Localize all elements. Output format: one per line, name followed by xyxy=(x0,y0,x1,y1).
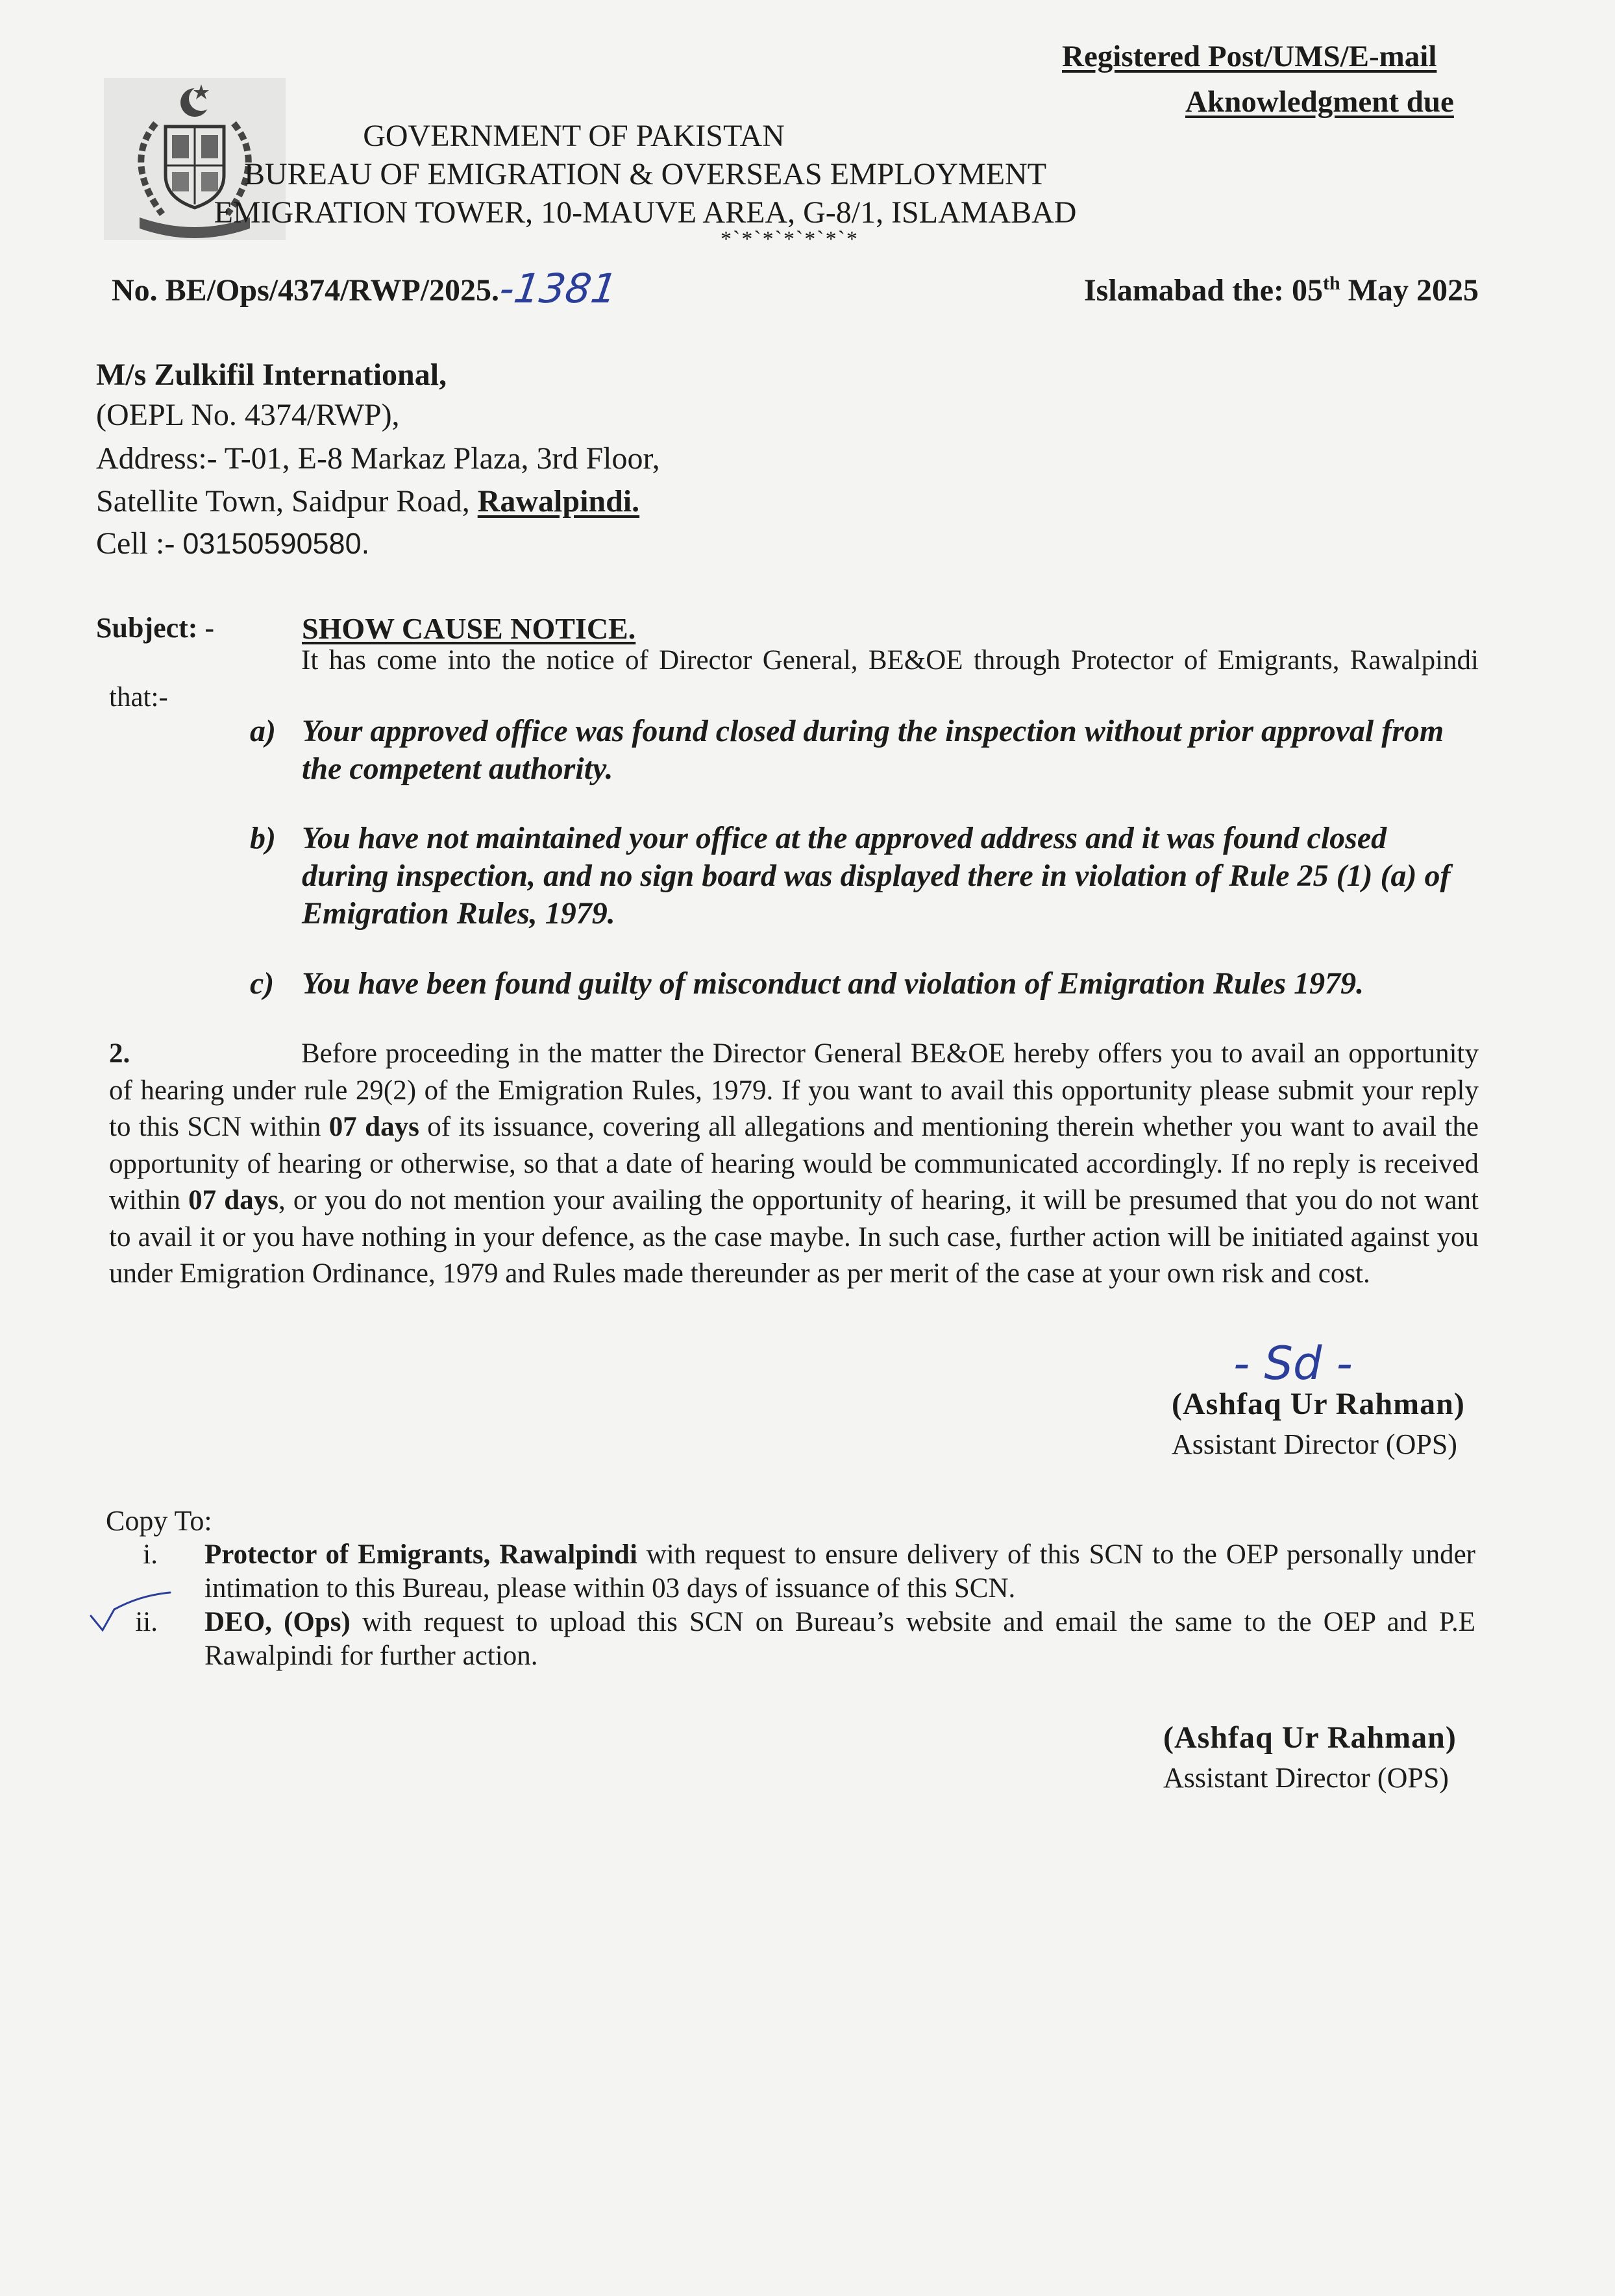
cell-number: 03150590580. xyxy=(182,527,370,560)
allegation-text: You have not maintained your office at the approved address and it was found closed during inspection, and no sign board was displayed there in violation of Rule 25 (1) (a) of Emigration Rules, 1979. xyxy=(302,821,1451,931)
paragraph-number: 2. xyxy=(109,1038,130,1069)
address-line2-text: Satellite Town, Saidpur Road, xyxy=(96,484,478,519)
paragraph-part1: Before proceeding in the matter the Director General BE&OE hereby offers you to avail an opportunity of hearing under rule 29(2) of the Emigration Rules, 1979. If you want to avail this opportunity please submit your reply to this SCN within xyxy=(109,1038,1479,1142)
signatory-designation: Assistant Director (OPS) xyxy=(1163,1762,1449,1794)
paragraph-part3: , or you do not mention your availing the opportunity of hearing, it will be presumed that you do not want to avail it or you have nothing in your defence, as the case maybe. In such case, further action will be initiated against you under Emigration Ordinance, 1979 and Rules made thereunder as per merit of the case at your own risk and cost. xyxy=(109,1185,1479,1289)
place-and-date xyxy=(1084,273,1479,308)
copy-recipient: DEO, (Ops) xyxy=(204,1607,351,1637)
header-divider-stars: *`*`*`*`*`*`* xyxy=(721,227,859,251)
allegation-item xyxy=(250,820,1477,933)
allegation-item xyxy=(250,713,1477,788)
handwritten-signature: - Sd - xyxy=(1233,1337,1353,1390)
addressee-address-line1 xyxy=(96,441,660,476)
address-label: Address:- xyxy=(96,441,217,476)
copy-recipient: Protector of Emigrants, Rawalpindi xyxy=(204,1539,637,1570)
copy-to-item xyxy=(106,1606,1475,1673)
reference-number: No. BE/Ops/4374/RWP/2025. xyxy=(112,273,500,308)
subject-label: Subject: - xyxy=(96,612,215,644)
addressee-name: M/s Zulkifil International, xyxy=(96,358,447,392)
allegation-text: Your approved office was found closed during the inspection without prior approval from the competent authority. xyxy=(302,714,1444,786)
copy-instruction: with request to ensure delivery of this SCN to the OEP personally under intimation to this Bureau, please within 03 days of issuance of this SCN. xyxy=(204,1539,1475,1604)
bureau-title: BUREAU OF EMIGRATION & OVERSEAS EMPLOYMENT xyxy=(243,157,1047,191)
signatory-name: (Ashfaq Ur Rahman) xyxy=(1163,1720,1457,1755)
addressee-address-line2 xyxy=(96,483,639,519)
bureau-address: EMIGRATION TOWER, 10-MAUVE AREA, G-8/1, ISLAMABAD xyxy=(214,195,1077,230)
allegation-label: a) xyxy=(250,714,276,748)
address-city: Rawalpindi. xyxy=(477,484,640,519)
intro-paragraph: It has come into the notice of Director General, BE&OE through Protector of Emigrants, Rawalpindi that:- xyxy=(109,645,1479,713)
addressee-oepl: (OEPL No. 4374/RWP), xyxy=(96,398,400,432)
allegation-label: c) xyxy=(250,966,275,1001)
deadline-days: 07 days xyxy=(188,1185,278,1215)
subject-text: SHOW CAUSE NOTICE. xyxy=(302,612,636,645)
allegation-label: b) xyxy=(250,821,276,855)
allegation-text: You have been found guilty of misconduct and violation of Emigration Rules 1979. xyxy=(302,966,1364,1001)
place-date-rest: May 2025 xyxy=(1340,273,1479,308)
handwritten-tick-icon xyxy=(88,1590,173,1635)
signatory-designation: Assistant Director (OPS) xyxy=(1172,1428,1457,1460)
copy-item-number: ii. xyxy=(135,1607,158,1637)
copy-item-number: i. xyxy=(143,1539,158,1570)
government-title: GOVERNMENT OF PAKISTAN xyxy=(363,119,785,153)
allegation-item xyxy=(250,965,1477,1003)
addressee-cell xyxy=(96,526,369,561)
paragraph-part2: of its issuance, covering all allegations and mentioning therein whether you want to avail the opportunity of hearing or otherwise, so that a date of hearing would be communicated accordingly. If no reply is received within xyxy=(109,1112,1479,1215)
copy-instruction: with request to upload this SCN on Bureau’s website and email the same to the OEP and P.E Rawalpindi for further action. xyxy=(204,1607,1475,1671)
deadline-days: 07 days xyxy=(328,1112,419,1142)
copy-to-label: Copy To: xyxy=(106,1505,212,1537)
handwritten-dispatch-number: -1381 xyxy=(496,265,621,312)
day-suffix: th xyxy=(1323,273,1340,294)
signatory-name: (Ashfaq Ur Rahman) xyxy=(1172,1387,1465,1421)
acknowledgment-note: Aknowledgment due xyxy=(1185,85,1454,119)
registered-post-note: Registered Post/UMS/E-mail xyxy=(1062,40,1437,73)
address-line1-text: T-01, E-8 Markaz Plaza, 3rd Floor, xyxy=(217,441,660,476)
cell-label: Cell :- xyxy=(96,526,183,561)
copy-to-item xyxy=(106,1538,1475,1606)
hearing-paragraph xyxy=(109,1036,1479,1293)
place-date-prefix: Islamabad the: 05 xyxy=(1084,273,1324,308)
